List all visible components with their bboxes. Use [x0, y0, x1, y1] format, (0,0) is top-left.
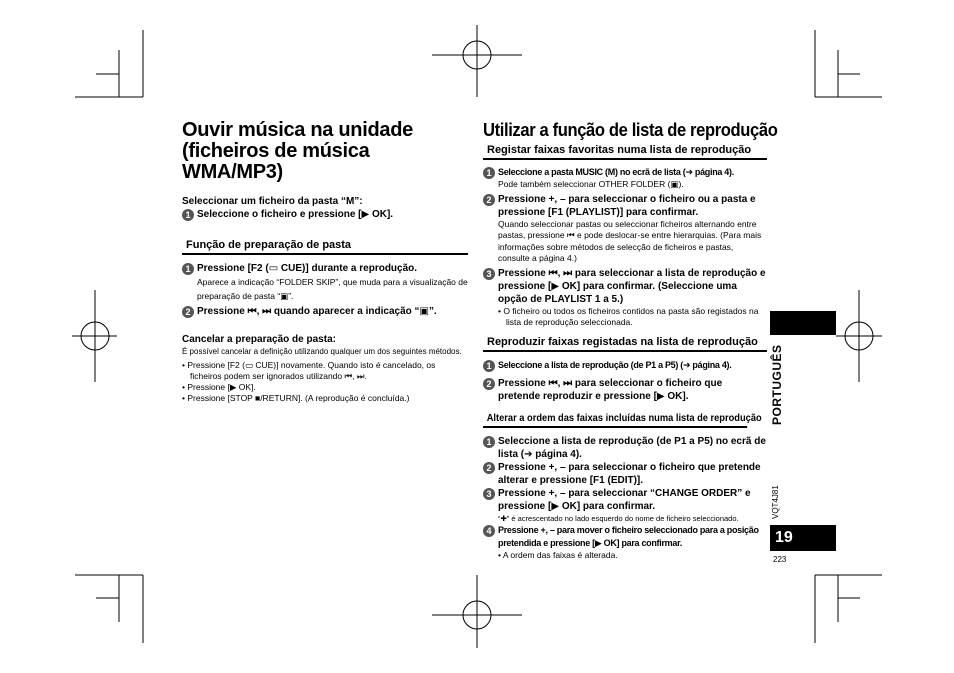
step-number: 4 — [483, 525, 495, 537]
cancel-title: Cancelar a preparação de pasta: — [182, 334, 336, 345]
step-item — [483, 487, 767, 525]
language-label: PORTUGUÊS — [770, 344, 784, 425]
page-number: 19 — [770, 525, 836, 551]
step-number: 2 — [483, 194, 495, 206]
step-number: 3 — [483, 488, 495, 500]
step-item — [182, 305, 468, 318]
step-number: 2 — [483, 378, 495, 390]
step-item — [483, 267, 767, 328]
section-title-register: Registar faixas favoritas numa lista de reprodução — [483, 144, 767, 160]
document-code: VQT4J81 — [771, 485, 780, 519]
step-text: Pressione [F2 (▭ CUE)] durante a reprodução. — [197, 263, 418, 274]
step-text: Seleccione a pasta MUSIC (M) no ecrã de lista (➔ página 4). — [498, 167, 734, 177]
bullet-item: • A ordem das faixas é alterada. — [498, 550, 618, 560]
step-item — [483, 166, 767, 191]
step-note: Quando seleccionar pastas ou seleccionar ficheiros alternando entre pastas, pressione ⏮ e pode deslocar-se entre hierarquias. (Para mais informações sobre métodos de selecção de ficheiros e pastas, consulte a página 4.) — [498, 218, 762, 263]
section-title-folder-prep: Função de preparação de pasta — [182, 239, 468, 255]
page-number-small: 223 — [773, 555, 787, 564]
step-text: Pressione +, – para mover o ficheiro seleccionado para a posição pretendida e pressione [▶ OK] para confirmar. — [498, 525, 759, 548]
bullet-item: • O ficheiro ou todos os ficheiros contidos na pasta são registados na lista de reprodução seleccionada. — [498, 305, 759, 327]
step-text: Seleccione a lista de reprodução (de P1 a P5) (➔ página 4). — [498, 359, 732, 370]
intro-step — [182, 208, 468, 221]
step-note: Aparece a indicação “FOLDER SKIP”, que muda para a visualização de preparação de pasta “▣”. — [197, 277, 468, 301]
step-item — [483, 524, 767, 561]
left-column — [182, 120, 468, 404]
cancel-note: É possível cancelar a definição utilizando qualquer um dos seguintes métodos. — [182, 347, 462, 356]
left-title-line2: (ficheiros de música WMA/MP3) — [182, 140, 370, 183]
step-number: 1 — [182, 209, 194, 221]
section-title-order: Alterar a ordem das faixas incluídas numa lista de reprodução — [483, 413, 747, 428]
intro-step-text: Seleccione o ficheiro e pressione [▶ OK]. — [197, 209, 394, 220]
bullet-item: • Pressione [▶ OK]. — [182, 381, 256, 392]
step-item — [483, 461, 767, 487]
right-title: Utilizar a função de lista de reprodução — [483, 120, 778, 140]
step-text: Pressione +, – para seleccionar o ficheiro que pretende alterar e pressione [F1 (EDIT)]. — [498, 461, 761, 486]
step-item — [483, 193, 767, 265]
section-title-play: Reproduzir faixas registadas na lista de reprodução — [483, 336, 767, 352]
step-number: 1 — [182, 263, 194, 275]
step-item — [483, 359, 767, 372]
step-item — [483, 377, 767, 403]
step-text: Pressione ⏮, ⏭ quando aparecer a indicação “▣”. — [197, 306, 437, 317]
left-title-line1: Ouvir música na unidade — [182, 119, 413, 141]
step-number: 1 — [483, 436, 495, 448]
step-text: Pressione +, – para seleccionar “CHANGE ORDER” e pressione [▶ OK] para confirmar. — [498, 487, 751, 512]
step-text: Pressione ⏮, ⏭ para seleccionar a lista de reprodução e pressione [▶ OK] para confirmar. (Seleccione uma opção de PLAYLIST 1 a 5.) — [498, 267, 766, 305]
step-number: 1 — [483, 360, 495, 372]
step-number: 1 — [483, 167, 495, 179]
step-text: Seleccione a lista de reprodução (de P1 a P5) no ecrã de lista (➔ página 4). — [498, 435, 766, 460]
step-note: Pode também seleccionar OTHER FOLDER (▣). — [498, 179, 684, 189]
bullet-item: • Pressione [F2 (▭ CUE)] novamente. Quando isto é cancelado, os ficheiros podem ser ignorados utilizando ⏮, ⏭. — [182, 359, 436, 381]
step-item — [483, 435, 767, 461]
step-number: 3 — [483, 268, 495, 280]
bullet-item: • Pressione [STOP ■/RETURN]. (A reprodução é concluída.) — [182, 392, 410, 403]
step-text: Pressione ⏮, ⏭ para seleccionar o ficheiro que pretende reproduzir e pressione [▶ OK]. — [498, 377, 723, 402]
step-number: 2 — [182, 306, 194, 318]
intro-text: Seleccionar um ficheiro da pasta “M”: — [182, 196, 363, 207]
step-item — [182, 262, 468, 303]
step-text: Pressione +, – para seleccionar o ficheiro ou a pasta e pressione [F1 (PLAYLIST)] para confirmar. — [498, 193, 756, 218]
side-tab-bar — [770, 311, 836, 335]
step-number: 2 — [483, 462, 495, 474]
step-note: “✚” é acrescentado no lado esquerdo do nome de ficheiro seleccionado. — [498, 513, 739, 523]
